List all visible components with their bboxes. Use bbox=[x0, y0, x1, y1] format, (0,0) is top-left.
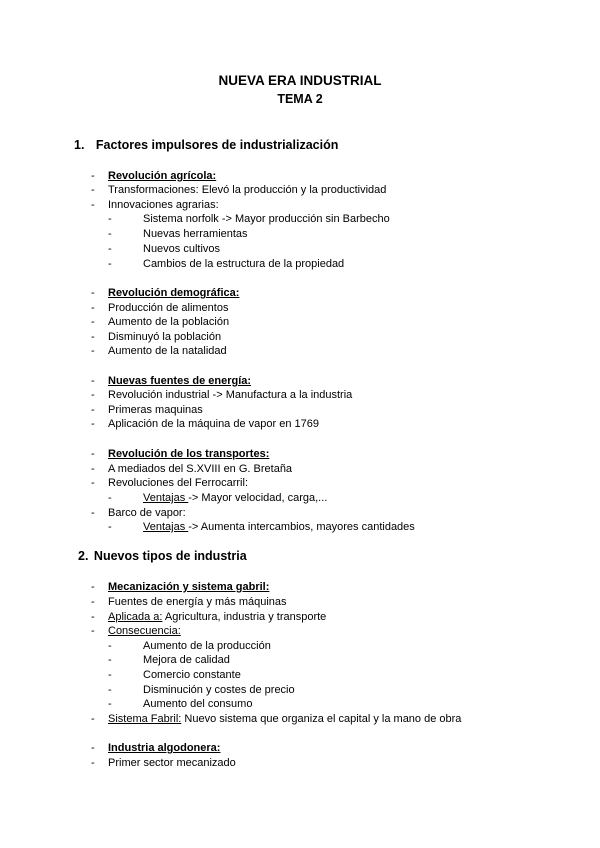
subsection-heading-algodonera: Industria algodonera: bbox=[108, 742, 221, 754]
document-title: NUEVA ERA INDUSTRIAL bbox=[218, 73, 382, 88]
subsection-heading-mecanizacion: Mecanización y sistema gabril: bbox=[108, 581, 270, 593]
subsection-heading-agricola: Revolución agrícola: bbox=[108, 170, 217, 182]
ventajas-label: Ventajas bbox=[143, 521, 189, 533]
section-2-number: 2. bbox=[78, 549, 89, 563]
aplicada-label: Aplicada a: bbox=[108, 611, 163, 623]
section-2-title: Nuevos tipos de industria bbox=[93, 549, 247, 563]
fabril-label: Sistema Fabril: bbox=[108, 713, 182, 725]
subsection-heading-transportes: Revolución de los transportes: bbox=[108, 448, 270, 460]
subsection-heading-demografica: Revolución demográfica: bbox=[108, 287, 240, 299]
section-1-title: Factores impulsores de industrialización bbox=[95, 138, 339, 152]
ventajas-label: Ventajas bbox=[143, 492, 189, 504]
subsection-heading-energia: Nuevas fuentes de energía: bbox=[108, 375, 252, 387]
bullet-dash: - bbox=[91, 170, 95, 182]
consecuencia-label: Consecuencia: bbox=[108, 625, 181, 637]
document-subtitle: TEMA 2 bbox=[277, 92, 323, 106]
section-1-number: 1. bbox=[74, 138, 85, 152]
section-1-heading bbox=[74, 138, 338, 152]
section-2-heading bbox=[78, 549, 247, 563]
